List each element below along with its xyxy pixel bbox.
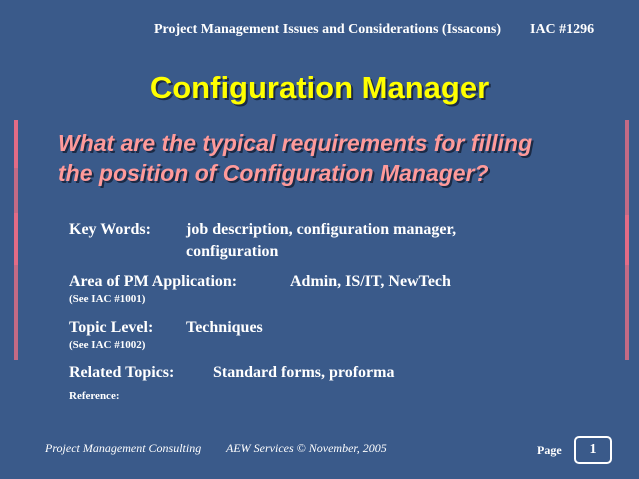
- related-topics-value: Standard forms, proforma: [213, 364, 395, 381]
- left-edge-bar-accent: [14, 213, 18, 265]
- reference-label: Reference:: [69, 390, 120, 402]
- area-see-reference: (See IAC #1001): [69, 293, 146, 305]
- header-iac-id: IAC #1296: [530, 22, 595, 37]
- key-words-label: Key Words:: [69, 221, 151, 238]
- footer-company: Project Management Consulting: [45, 441, 202, 455]
- related-topics-label: Related Topics:: [69, 364, 175, 381]
- question-line-1: What are the typical requirements for filling: [58, 130, 533, 156]
- page-number-box: 1: [574, 436, 612, 464]
- area-label: Area of PM Application:: [69, 273, 238, 290]
- footer-copyright: AEW Services © November, 2005: [226, 441, 387, 455]
- page-label: Page: [537, 443, 562, 457]
- key-words-line-2: configuration: [186, 243, 279, 260]
- right-edge-bar-bottom: [625, 265, 629, 360]
- area-value: Admin, IS/IT, NewTech: [290, 273, 451, 290]
- question-line-2: the position of Configuration Manager?: [58, 160, 489, 186]
- topic-level-value: Techniques: [186, 319, 263, 336]
- left-edge-bar-mid: [14, 168, 18, 213]
- slide-title: Configuration Manager: [149, 70, 490, 105]
- topic-level-label: Topic Level:: [69, 319, 154, 336]
- left-edge-bar-top: [14, 120, 18, 168]
- right-edge-bar-accent: [625, 215, 629, 265]
- slide-question: [58, 128, 598, 188]
- left-edge-bar-bottom: [14, 265, 18, 360]
- right-edge-bar-top: [625, 120, 629, 215]
- header-course-title: Project Management Issues and Considerations (Issacons): [154, 22, 502, 37]
- topic-level-see-reference: (See IAC #1002): [69, 339, 146, 351]
- key-words-line-1: job description, configuration manager,: [186, 221, 457, 238]
